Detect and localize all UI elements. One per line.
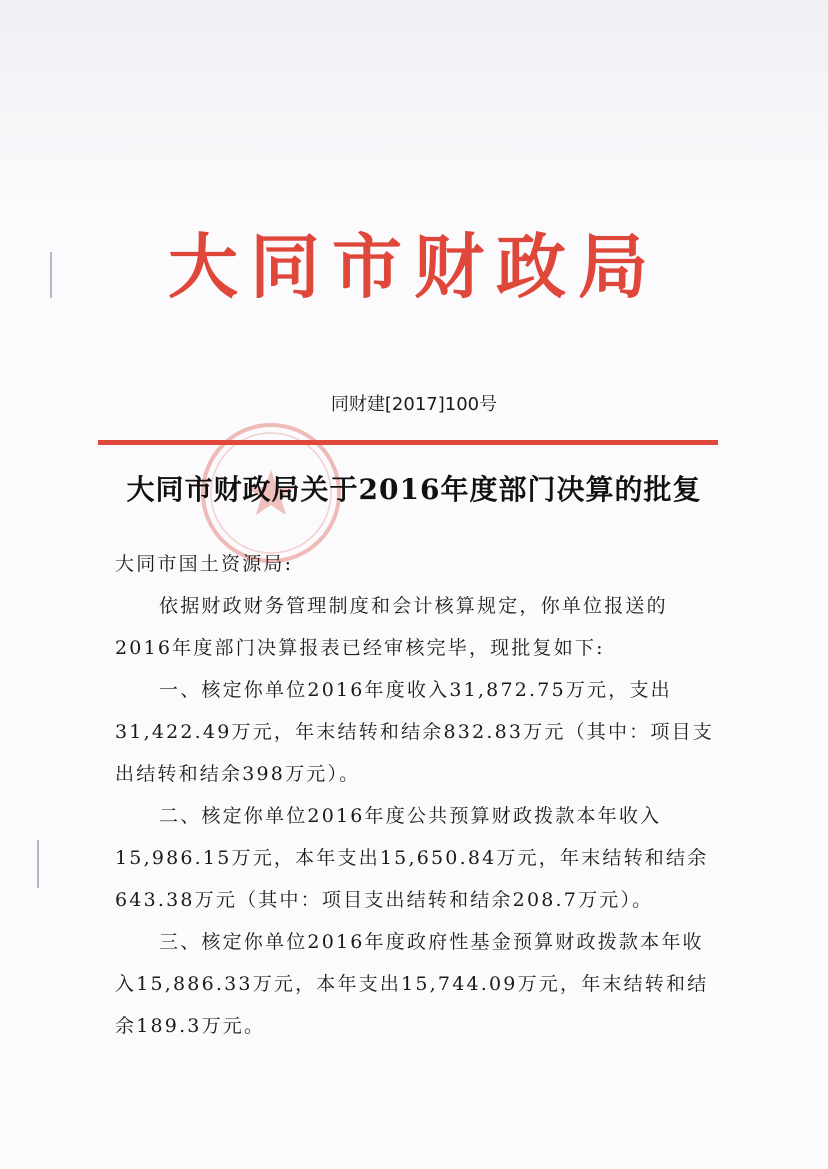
document-title: 大同市财政局关于2016年度部门决算的批复 bbox=[126, 473, 702, 506]
binding-mark-bottom bbox=[37, 840, 39, 888]
paragraph-item-3: 三、核定你单位2016年度政府性基金预算财政拨款本年收入15,886.33万元，本年支出15,744.09万元，年末结转和结余189.3万元。 bbox=[115, 931, 709, 1037]
document-body bbox=[115, 543, 715, 1047]
paragraph-item-2: 二、核定你单位2016年度公共预算财政拨款本年收入15,986.15万元，本年支出15,650.84万元，年末结转和结余643.38万元（其中：项目支出结转和结余208.7万元）。 bbox=[115, 805, 709, 911]
paragraph-item-1: 一、核定你单位2016年度收入31,872.75万元，支出31,422.49万元，年末结转和结余832.83万元（其中：项目支出结转和结余398万元）。 bbox=[115, 679, 714, 785]
paragraph-intro: 依据财政财务管理制度和会计核算规定，你单位报送的2016年度部门决算报表已经审核完毕，现批复如下: bbox=[115, 595, 668, 659]
red-divider-line bbox=[98, 440, 718, 445]
salutation: 大同市国土资源局: bbox=[115, 553, 294, 575]
document-number: 同财建[2017]100号 bbox=[330, 394, 498, 415]
scan-shadow bbox=[0, 0, 828, 210]
letterhead-issuer: 大同市财政局 bbox=[168, 225, 660, 308]
